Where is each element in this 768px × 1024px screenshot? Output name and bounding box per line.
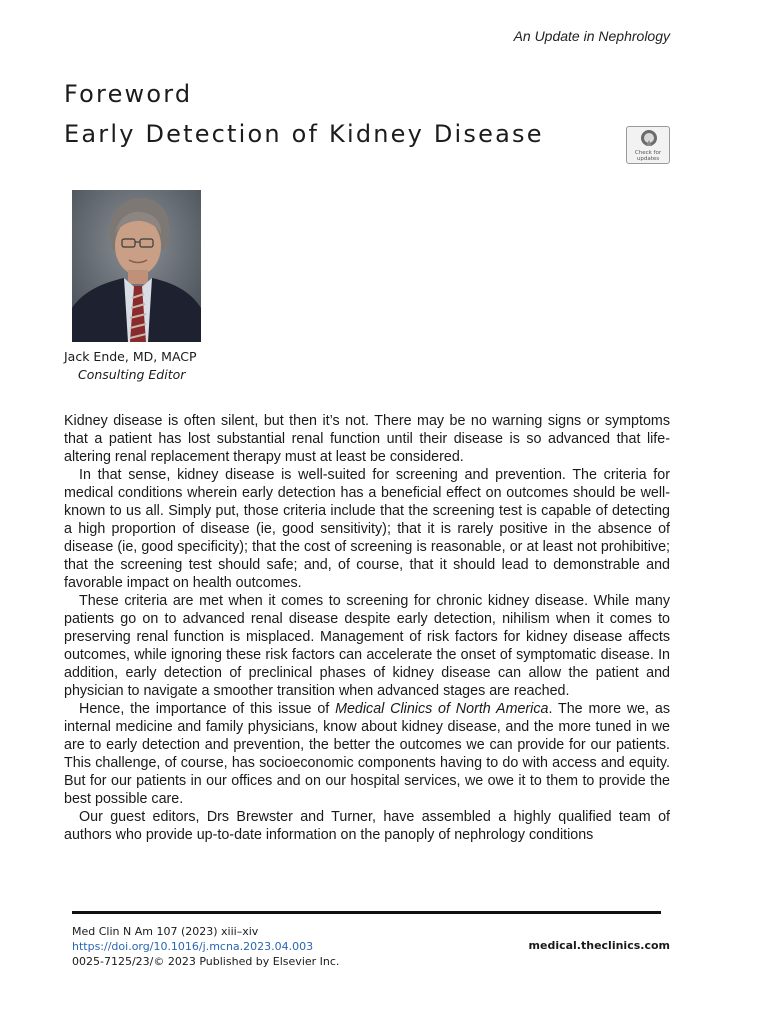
paragraph: Our guest editors, Drs Brewster and Turner, have assembled a highly qualified team of authors who provide up-to-date information on the panoply of nephrology conditions [64, 809, 670, 843]
article-title: Early Detection of Kidney Disease [64, 120, 544, 148]
paragraph [64, 700, 670, 808]
doi-link[interactable]: https://doi.org/10.1016/j.mcna.2023.04.003 [72, 940, 314, 953]
journal-site-link[interactable]: medical.theclinics.com [528, 939, 670, 952]
section-label: Foreword [64, 80, 193, 108]
check-for-updates-icon [640, 129, 658, 149]
citation: Med Clin N Am 107 (2023) xiii–xiv [72, 925, 259, 938]
running-header: An Update in Nephrology [513, 28, 670, 44]
paragraph: These criteria are met when it comes to screening for chronic kidney disease. While many patients go on to advanced renal disease despite early detection, nihilism when it comes to preserving renal function is misplaced. Management of risk factors for kidney disease affects outcomes, while ignoring these risk factors can accelerate the onset of symptomatic disease. In addition, early detection of preclinical phases of kidney disease can allow the patient and physician to navigate a smoother transition when advanced stages are reached. [64, 593, 670, 699]
footer-divider [72, 911, 661, 914]
paragraph-text: Hence, the importance of this issue of [79, 701, 336, 717]
check-for-updates-badge[interactable] [626, 126, 670, 164]
paragraph: In that sense, kidney disease is well-suited for screening and prevention. The criteria for medical conditions wherein early detection has a beneficial effect on outcomes should be well-known to us all. Simply put, those criteria include that the screening test is capable of detecting a high proportion of disease (ie, good sensitivity); that it is rarely positive in the absence of disease (ie, good specificity); that the cost of screening is reasonable, or at least not prohibitive; that the screening test should safe; and, of course, that it should lead to demonstrable and favorable impact on health outcomes. [64, 467, 670, 591]
paragraph: Kidney disease is often silent, but then it’s not. There may be no warning signs or symptoms that a patient has lost substantial renal function until their disease is so advanced that life-altering renal replacement therapy must at least be considered. [64, 413, 670, 465]
issn-copyright: 0025-7125/23/© 2023 Published by Elsevier Inc. [72, 955, 340, 968]
badge-line-1: Check for [634, 150, 662, 156]
author-portrait [72, 190, 201, 342]
article-body [64, 412, 670, 844]
paragraph-text: . The more we, as internal medicine and family physicians, know about kidney disease, and the more tuned in we are to early detection and prevention, the better the outcomes we can provide for our patients. This challenge, of course, has socioeconomic components having to do with access and equity. But for our patients in our offices and on our hospital services, we owe it to them to provide the best possible care. [64, 701, 670, 807]
footer-citation-block [72, 924, 339, 969]
author-name: Jack Ende, MD, MACP [64, 349, 197, 364]
journal-name: Medical Clinics of North America [335, 701, 549, 717]
badge-line-2: updates [636, 156, 660, 162]
author-role: Consulting Editor [78, 367, 186, 382]
